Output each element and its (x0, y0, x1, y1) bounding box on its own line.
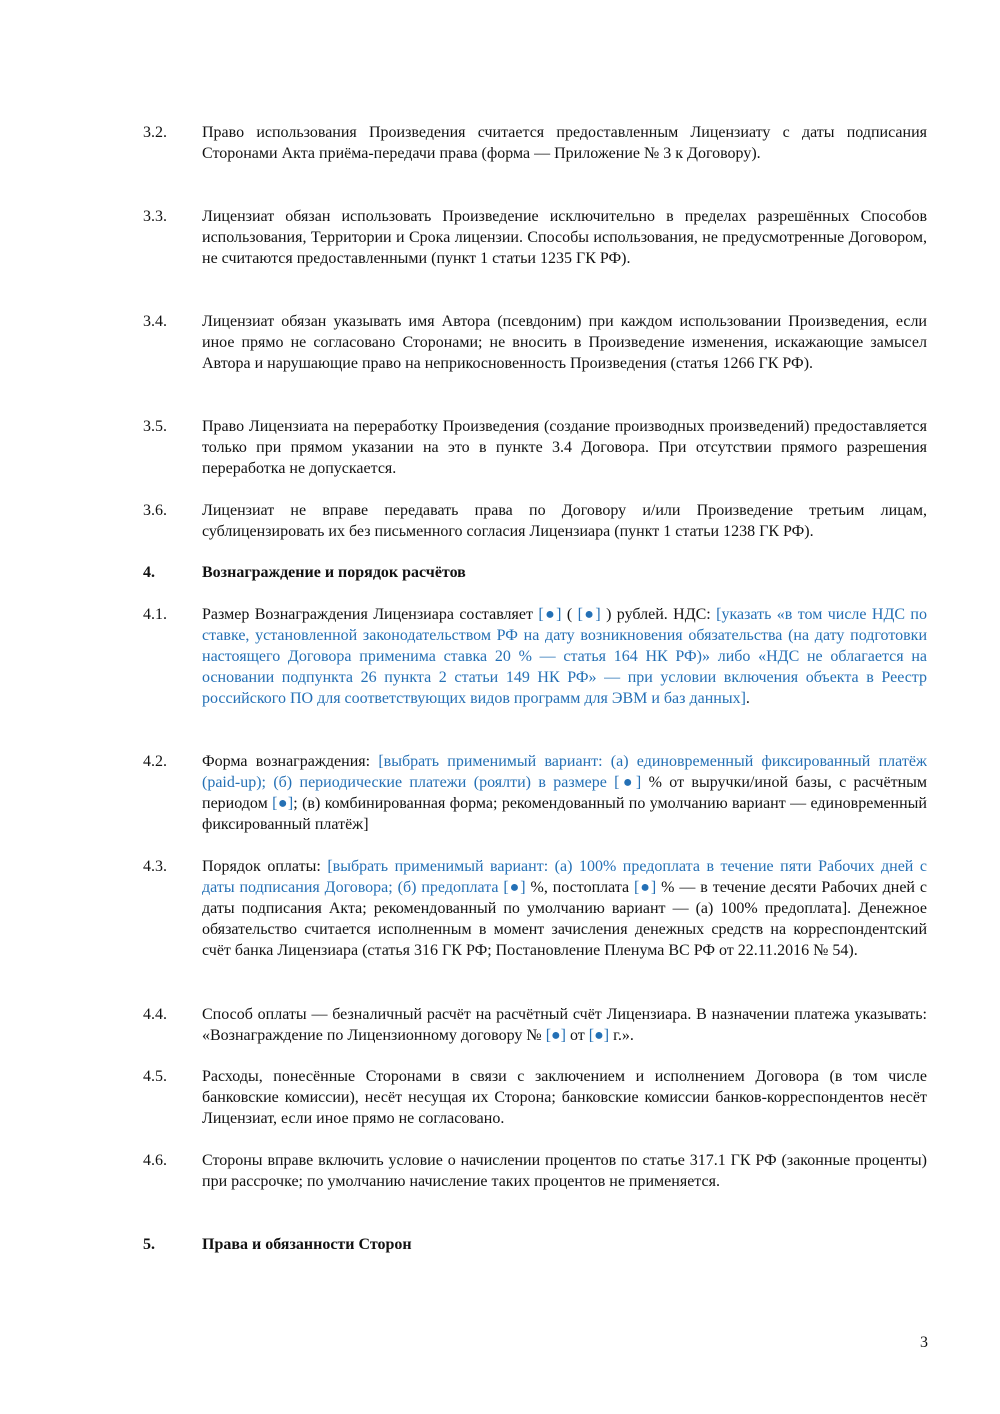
placeholder-instruction: [выбрать применимый вариант: (а) 100% предоплата в течение пяти Рабочих дней с даты подписания Договора; (б) предоплата [●] (202, 858, 927, 896)
text-fragment: от (566, 1027, 589, 1044)
clause-number: 4.1. (143, 606, 167, 623)
clause-number: 3.5. (143, 418, 167, 435)
section-number: 4. (143, 564, 155, 581)
text-fragment: % от выручки/иной базы, с расчётным периодом (202, 774, 928, 812)
text-fragment: Размер Вознаграждения Лицензиара составляет (202, 606, 539, 623)
text-fragment: % — в течение десяти Рабочих дней с даты подписания Акта; рекомендованный по умолчанию вариант — (а) 100% предоплата]. Денежное обязательство считается исполненным в момент зачисления денежных средств на корреспондентский счёт банка Лицензиара (статья 316 ГК РФ; Постановление Пленума ВС РФ от 22.11.2016 № 54). (202, 879, 928, 959)
clause-number: 4.2. (143, 753, 167, 770)
placeholder-instruction: [указать «в том числе НДС по ставке, установленной законодательством РФ на дату возникновения обязательства (на дату подготовки настоящего Договора применима ставка 20 % — статья 164 НК РФ)» либо «НДС не облагается на основании подпункта 26 пункта 2 статьи 149 НК РФ» — при условии включения объекта в Реестр российского ПО для соответствующих видов программ для ЭВМ и баз данных] (202, 606, 927, 707)
text-fragment: %, постоплата (525, 879, 635, 896)
clause-4-5 (143, 1066, 927, 1129)
clause-text: Лицензиат обязан использовать Произведение исключительно в пределах разрешённых Способов использования, Территории и Срока лицензии. Способы использования, не предусмотренные Договором, не считаются предоставленными (пункт 1 статьи 1235 ГК РФ). (202, 208, 927, 267)
clause-3-2 (143, 122, 927, 164)
clause-3-5 (143, 416, 927, 479)
clause-number: 3.3. (143, 208, 167, 225)
text-fragment: ) рублей. НДС: (600, 606, 717, 623)
section-title: Права и обязанности Сторон (202, 1236, 412, 1253)
clause-text: Право использования Произведения считается предоставленным Лицензиату с даты подписания Сторонами Акта приёма-передачи права (форма — Приложение № 3 к Договору). (202, 124, 927, 162)
clause-text (202, 1004, 927, 1046)
clause-text (202, 856, 927, 961)
text-fragment: ( (561, 606, 578, 623)
section-heading-5 (143, 1234, 927, 1255)
page-number: 3 (920, 1334, 928, 1351)
text-fragment: Форма вознаграждения: (202, 753, 379, 770)
clause-number: 3.6. (143, 502, 167, 519)
clause-number: 4.3. (143, 858, 167, 875)
clause-4-3 (143, 856, 927, 961)
clause-number: 3.4. (143, 313, 167, 330)
text-fragment: Порядок оплаты: (202, 858, 328, 875)
section-number: 5. (143, 1236, 155, 1253)
clause-text: Расходы, понесённые Сторонами в связи с заключением и исполнением Договора (в том числе банковские комиссии), несёт несущая их Сторона; банковские комиссии банков-корреспондентов несёт Лицензиат, если иное прямо не согласовано. (202, 1068, 927, 1127)
placeholder-field: [●] (272, 795, 294, 812)
text-fragment: ; (в) комбинированная форма; рекомендованный по умолчанию вариант — единовременный фиксированный платёж] (202, 795, 927, 833)
clause-4-1 (143, 604, 927, 709)
clause-text: Лицензиат обязан указывать имя Автора (псевдоним) при каждом использовании Произведения, если иное прямо не согласовано Сторонами; не вносить в Произведение изменения, искажающие замысел Автора и нарушающие право на неприкосновенность Произведения (статья 1266 ГК РФ). (202, 313, 927, 372)
clause-4-2 (143, 751, 927, 835)
placeholder-field: [●] (588, 1027, 610, 1044)
clause-number: 4.4. (143, 1006, 167, 1023)
clause-4-4 (143, 1004, 927, 1046)
section-heading-4 (143, 562, 927, 583)
clause-4-6 (143, 1150, 927, 1192)
clause-number: 4.5. (143, 1068, 167, 1085)
placeholder-field: [●] (577, 606, 601, 623)
placeholder-instruction: [выбрать применимый вариант: (а) единовременный фиксированный платёж (paid-up); (б) периодические платежи (роялти) в размере [●] (202, 753, 927, 791)
clause-number: 3.2. (143, 124, 167, 141)
clause-3-6 (143, 500, 927, 542)
section-title: Вознаграждение и порядок расчётов (202, 564, 466, 581)
clause-text (202, 604, 927, 709)
text-fragment: . (745, 690, 750, 707)
text-fragment: г.». (609, 1027, 634, 1044)
placeholder-field: [●] (545, 1027, 567, 1044)
clause-text: Право Лицензиата на переработку Произведения (создание производных произведений) предоставляется только при прямом указании на это в пункте 3.4 Договора. При отсутствии прямого разрешения переработка не допускается. (202, 418, 927, 477)
clause-3-3 (143, 206, 927, 269)
clause-number: 4.6. (143, 1152, 167, 1169)
clause-3-4 (143, 311, 927, 374)
clause-text: Стороны вправе включить условие о начислении процентов по статье 317.1 ГК РФ (законные проценты) при рассрочке; по умолчанию начисление таких процентов не применяется. (202, 1152, 927, 1190)
text-fragment: Способ оплаты — безналичный расчёт на расчётный счёт Лицензиара. В назначении платежа указывать: «Вознаграждение по Лицензионному договору № (202, 1006, 927, 1044)
clause-text: Лицензиат не вправе передавать права по Договору и/или Произведение третьим лицам, сублицензировать их без письменного согласия Лицензиара (пункт 1 статьи 1238 ГК РФ). (202, 502, 927, 540)
clause-text (202, 751, 927, 835)
placeholder-field: [●] (538, 606, 562, 623)
placeholder-field: [●] (634, 879, 657, 896)
